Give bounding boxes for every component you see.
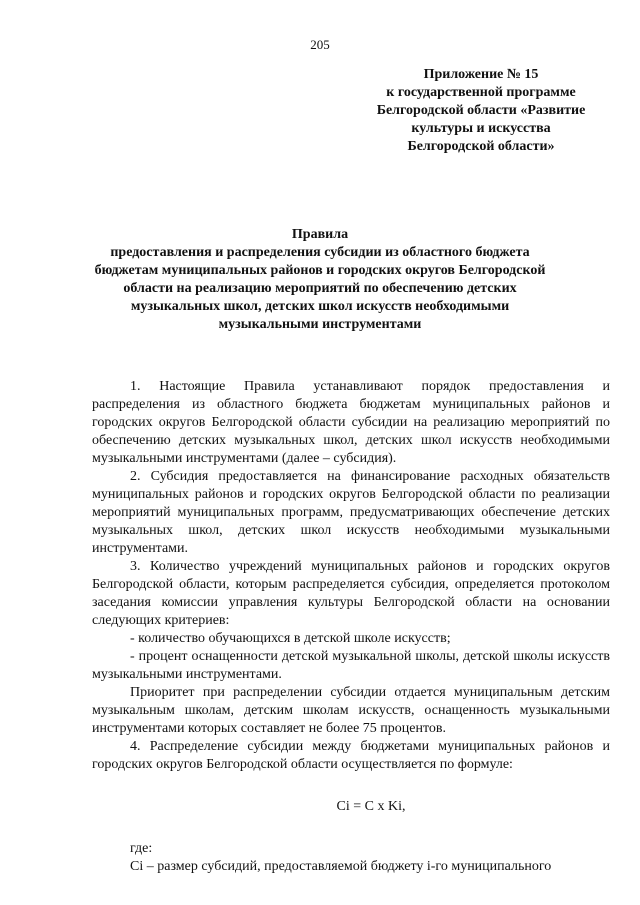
- appendix-header: [360, 66, 602, 156]
- document-body: [92, 378, 610, 876]
- appendix-line-2: к государственной программе: [386, 85, 576, 100]
- title-line-1: Правила: [291, 227, 349, 242]
- page-number: 205: [310, 37, 330, 52]
- paragraph-4: 4. Распределение субсидии между бюджетами муниципальных районов и городских округов Белгородской области осуществляется по формуле:: [92, 739, 610, 772]
- title-line-5: музыкальных школ, детских школ искусств необходимыми: [130, 299, 510, 314]
- title-line-4: области на реализацию мероприятий по обеспечению детских: [123, 281, 517, 296]
- paragraph-2: 2. Субсидия предоставляется на финансирование расходных обязательств муниципальных районов и городских округов Белгородской области по реализации мероприятий муниципальных программ, предусматривающих обеспечение детских музыкальных школ, детских школ искусств необходимыми музыкальными инструментами.: [92, 469, 610, 556]
- criterion-2: - процент оснащенности детской музыкальной школы, детской школы искусств музыкальными инструментами.: [92, 649, 610, 682]
- formula: Ci = C x Ki,: [336, 799, 406, 814]
- where-label: где:: [130, 841, 153, 856]
- title-line-3: бюджетам муниципальных районов и городских округов Белгородской: [94, 263, 546, 278]
- appendix-line-5: Белгородской области»: [407, 139, 555, 154]
- appendix-line-4: культуры и искусства: [411, 121, 551, 136]
- document-title: [88, 226, 552, 334]
- criterion-1: - количество обучающихся в детской школе искусств;: [130, 631, 451, 646]
- priority-paragraph: Приоритет при распределении субсидии отдается муниципальным детским музыкальным школам, детским школам искусств, оснащенность музыкальными инструментами которых составляет не более 75 процентов.: [92, 685, 610, 736]
- paragraph-3: 3. Количество учреждений муниципальных районов и городских округов Белгородской области, которым распределяется субсидия, определяется протоколом заседания комиссии управления культуры Белгородской области на основании следующих критериев:: [92, 559, 610, 628]
- definition-ci: Ci – размер субсидий, предоставляемой бюджету i-го муниципального: [130, 859, 552, 874]
- title-line-6: музыкальными инструментами: [218, 317, 422, 332]
- appendix-line-3: Белгородской области «Развитие: [376, 103, 586, 118]
- paragraph-1: 1. Настоящие Правила устанавливают порядок предоставления и распределения из областного бюджета бюджетам муниципальных районов и городских округов Белгородской области субсидии на реализацию мероприятий по обеспечению детских музыкальных школ, детских школ искусств необходимыми музыкальными инструментами (далее – субсидия).: [92, 379, 610, 466]
- appendix-line-1: Приложение № 15: [423, 67, 539, 82]
- title-line-2: предоставления и распределения субсидии из областного бюджета: [110, 245, 530, 260]
